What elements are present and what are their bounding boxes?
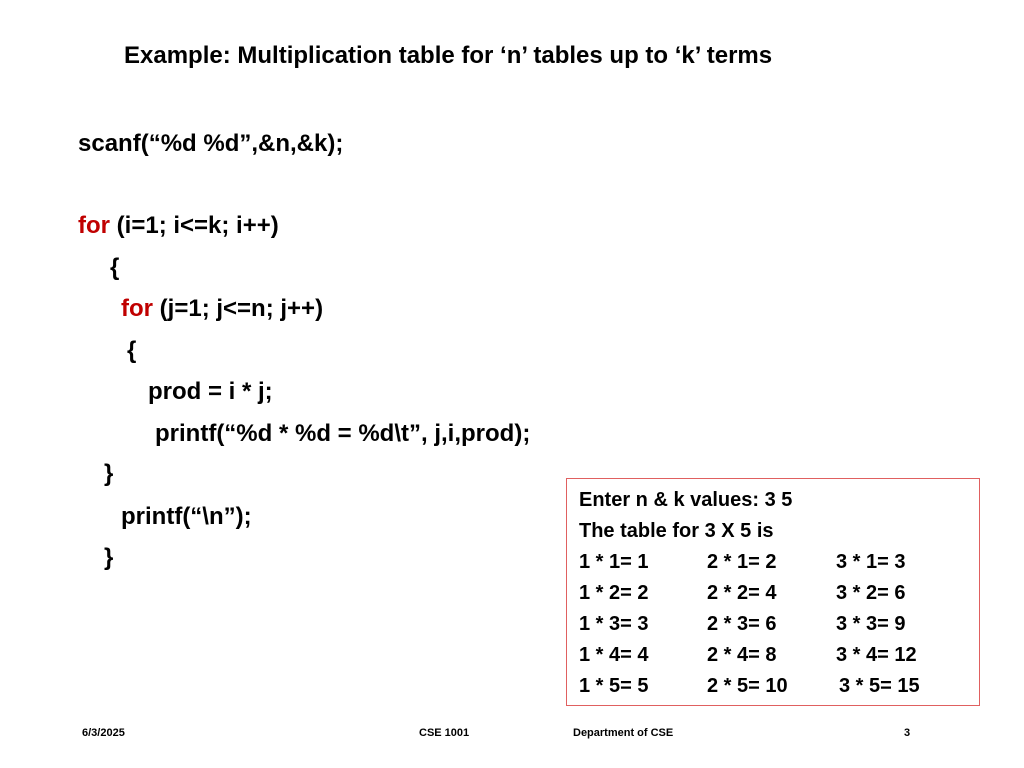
output-cell: 2 * 4= 8 bbox=[707, 644, 777, 666]
output-table-line: The table for 3 X 5 is bbox=[579, 520, 774, 542]
outer-for-condition: (i=1; i<=k; i++) bbox=[110, 212, 279, 239]
footer-date: 6/3/2025 bbox=[82, 727, 125, 739]
code-line-scanf: scanf(“%d %d”,&n,&k); bbox=[78, 130, 344, 157]
output-box bbox=[566, 478, 980, 706]
slide-title: Example: Multiplication table for ‘n’ tables up to ‘k’ terms bbox=[124, 42, 773, 69]
output-cell: 1 * 3= 3 bbox=[579, 613, 649, 635]
footer-course: CSE 1001 bbox=[419, 727, 470, 739]
output-cell: 1 * 4= 4 bbox=[579, 644, 649, 666]
code-line-open-brace-outer: { bbox=[110, 254, 120, 281]
code-line-close-brace-inner: } bbox=[104, 460, 114, 487]
output-cell: 3 * 5= 15 bbox=[839, 675, 920, 697]
output-prompt-line: Enter n & k values: 3 5 bbox=[579, 489, 793, 511]
inner-for-condition: (j=1; j<=n; j++) bbox=[153, 295, 324, 322]
output-cell: 2 * 5= 10 bbox=[707, 675, 788, 697]
outer-for-keyword: for bbox=[78, 212, 110, 239]
footer-page-number: 3 bbox=[904, 727, 911, 739]
output-cell: 1 * 2= 2 bbox=[579, 582, 649, 604]
footer-department: Department of CSE bbox=[573, 727, 674, 739]
code-line-printf-newline: printf(“\n”); bbox=[121, 503, 252, 530]
output-cell: 2 * 3= 6 bbox=[707, 613, 777, 635]
code-line-outer-for bbox=[78, 212, 279, 240]
output-cell: 3 * 1= 3 bbox=[836, 551, 906, 573]
code-line-close-brace-outer: } bbox=[104, 544, 114, 571]
code-line-inner-for bbox=[121, 295, 323, 323]
code-line-prod: prod = i * j; bbox=[148, 378, 273, 405]
code-line-printf: printf(“%d * %d = %d\t”, j,i,prod); bbox=[155, 420, 531, 447]
output-cell: 2 * 2= 4 bbox=[707, 582, 777, 604]
output-cell: 3 * 4= 12 bbox=[836, 644, 917, 666]
inner-for-keyword: for bbox=[121, 295, 153, 322]
output-cell: 1 * 1= 1 bbox=[579, 551, 649, 573]
output-cell: 3 * 3= 9 bbox=[836, 613, 906, 635]
output-cell: 3 * 2= 6 bbox=[836, 582, 906, 604]
code-line-open-brace-inner: { bbox=[127, 337, 137, 364]
output-cell: 1 * 5= 5 bbox=[579, 675, 649, 697]
output-cell: 2 * 1= 2 bbox=[707, 551, 777, 573]
